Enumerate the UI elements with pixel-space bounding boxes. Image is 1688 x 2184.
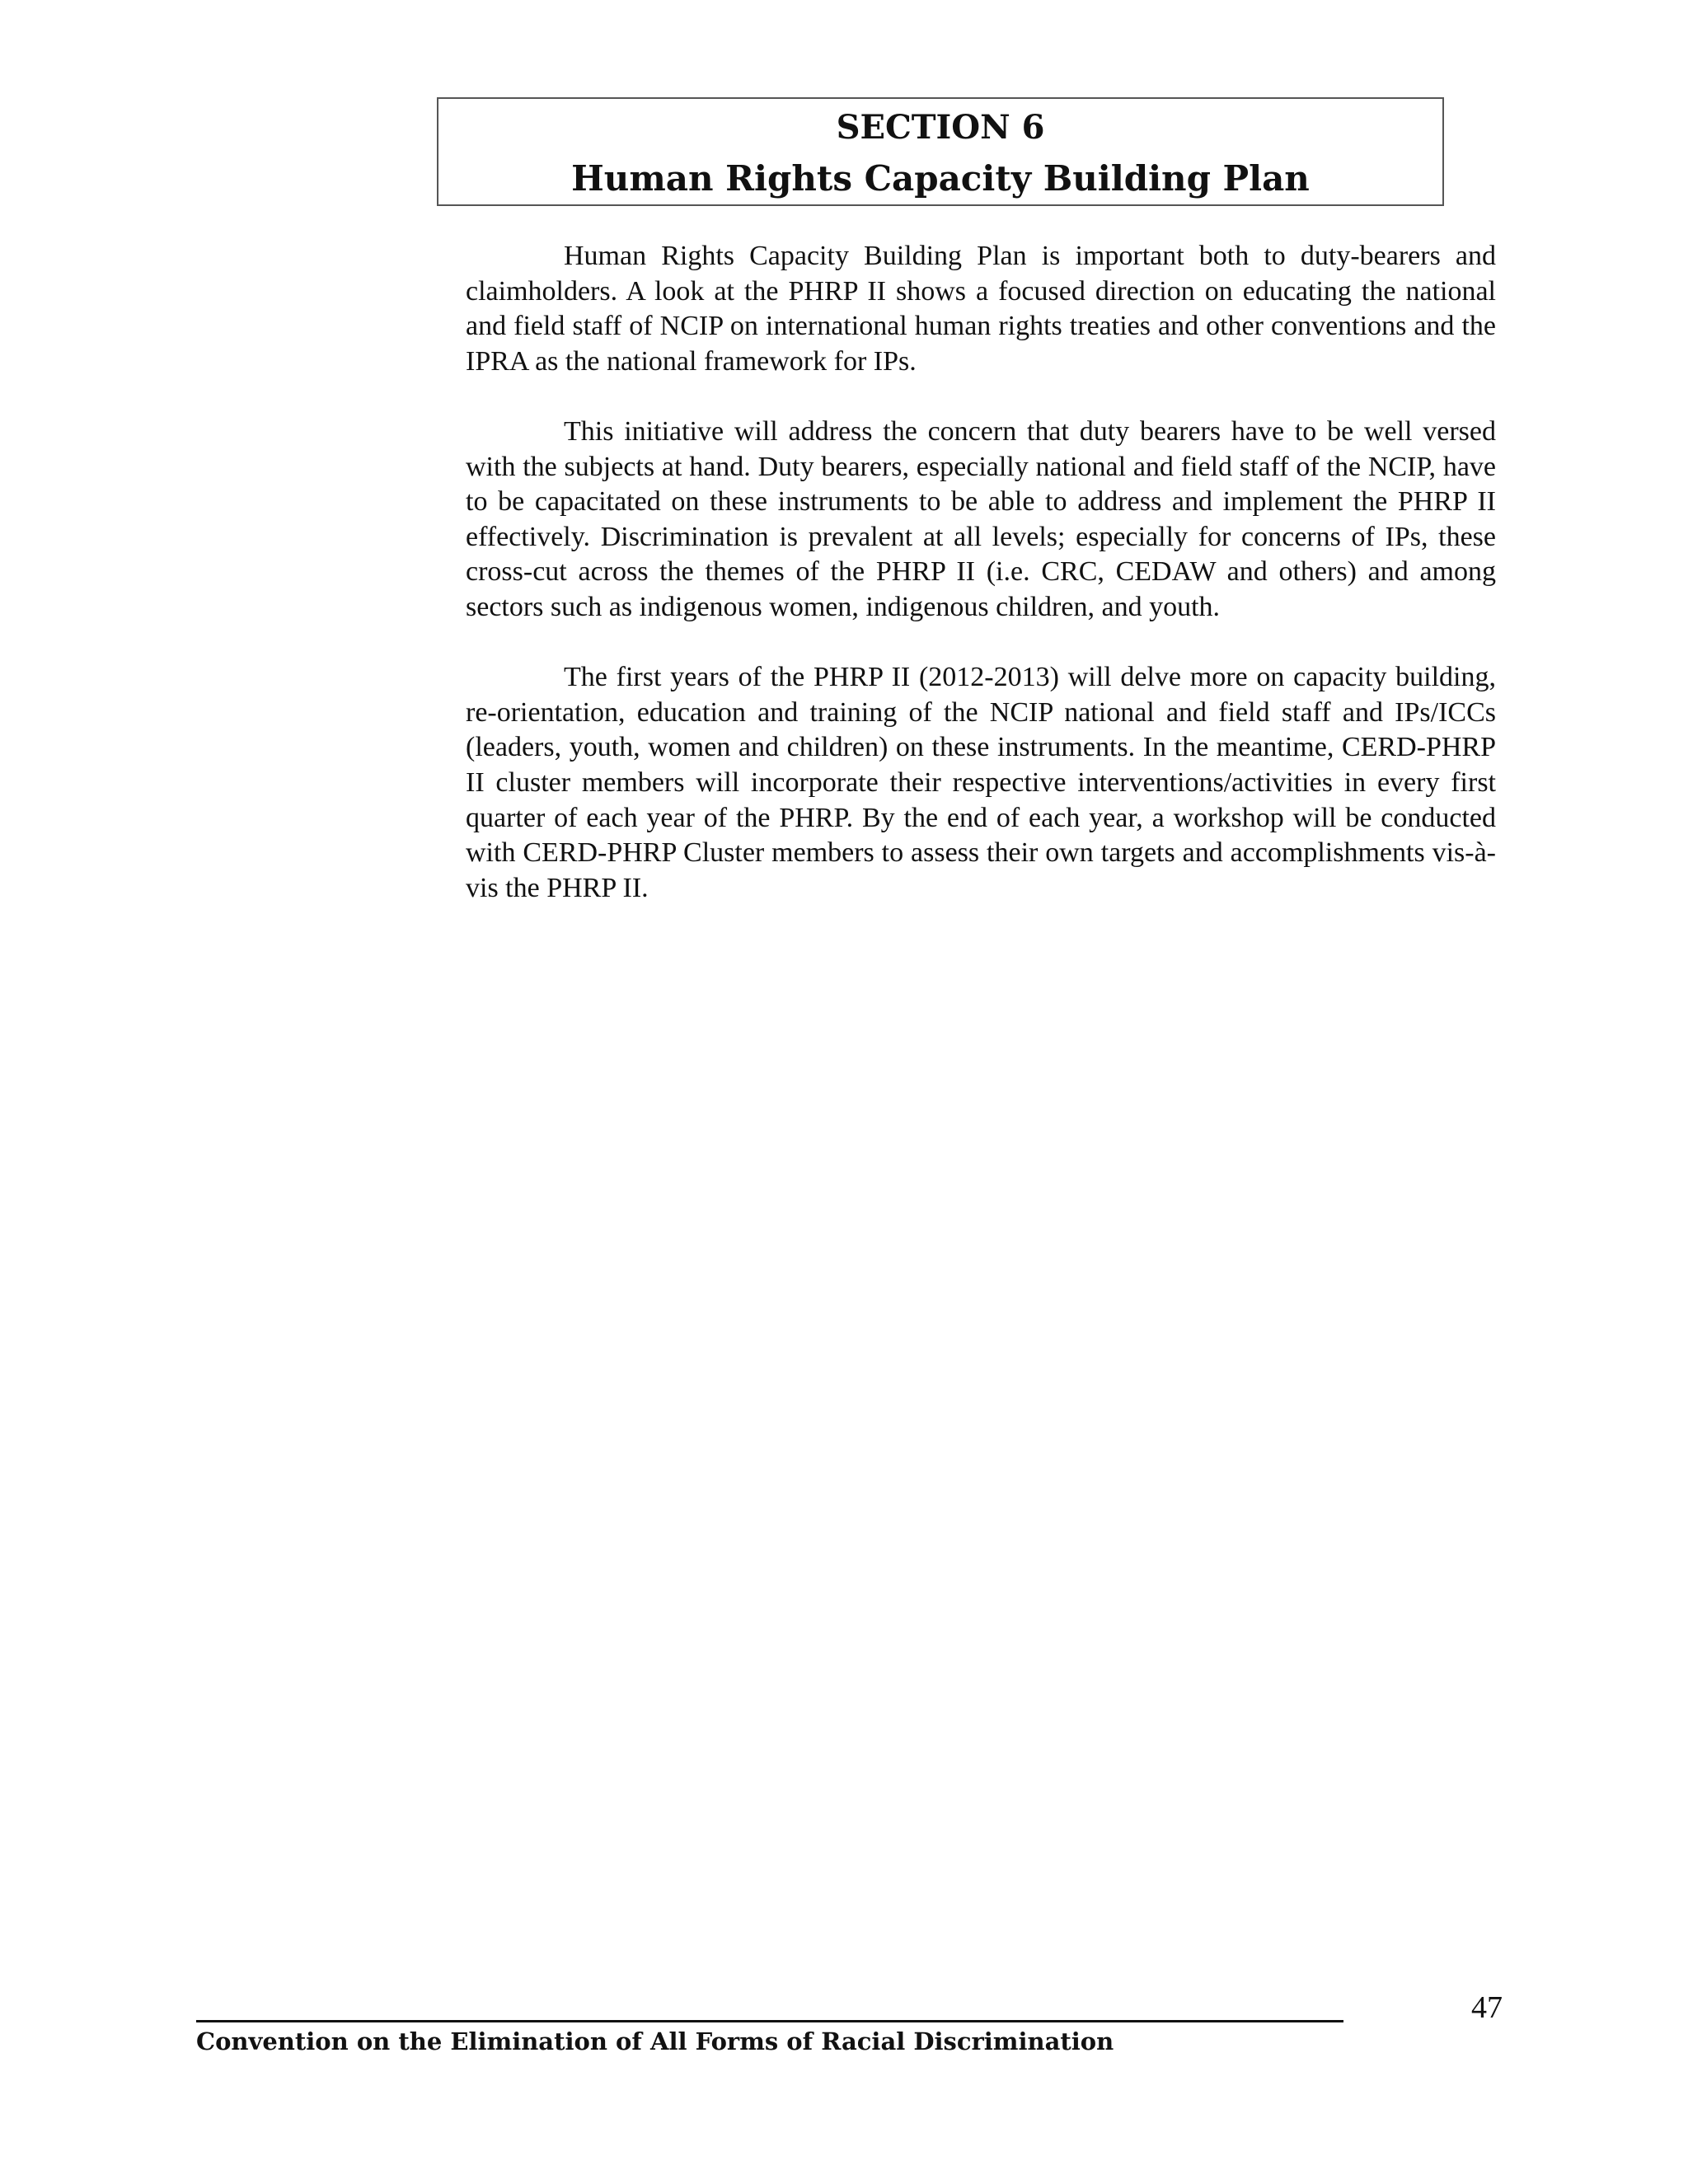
section-title: Human Rights Capacity Building Plan <box>571 158 1310 199</box>
section-label: SECTION 6 <box>836 108 1045 147</box>
footer-document-title: Convention on the Elimination of All Forms of Racial Discrimination <box>196 2027 1114 2055</box>
paragraph: This initiative will address the concern that duty bearers have to be well versed with the subjects at hand. Duty bearers, especially national and field staff of the NCIP, have to be capacitated on these instruments to be able to address and implement the PHRP II effectively. Discrimination is prevalent at all levels; especially for concerns of IPs, these cross-cut across the themes of the PHRP II (i.e. CRC, CEDAW and others) and among sectors such as indigenous women, indigenous children, and youth. <box>466 415 1496 622</box>
paragraph: Human Rights Capacity Building Plan is important both to duty-bearers and claimholders. A look at the PHRP II shows a focused direction on educating the national and field staff of NCIP on international human rights treaties and other conventions and the IPRA as the national framework for IPs. <box>466 241 1496 377</box>
page-number: 47 <box>1471 1990 1503 2025</box>
footer-divider <box>196 2020 1343 2022</box>
body-text <box>466 239 1496 941</box>
section-title-box <box>437 97 1444 206</box>
paragraph: The first years of the PHRP II (2012-2013) will delve more on capacity building, re-orientation, education and training of the NCIP national and field staff and IPs/ICCs (leaders, youth, women and children) on these instruments. In the meantime, CERD-PHRP II cluster members will incorporate their respective interventions/activities in every first quarter of each year of the PHRP. By the end of each year, a workshop will be conducted with CERD-PHRP Cluster members to assess their own targets and accomplishments vis-à-vis the PHRP II. <box>466 662 1496 903</box>
